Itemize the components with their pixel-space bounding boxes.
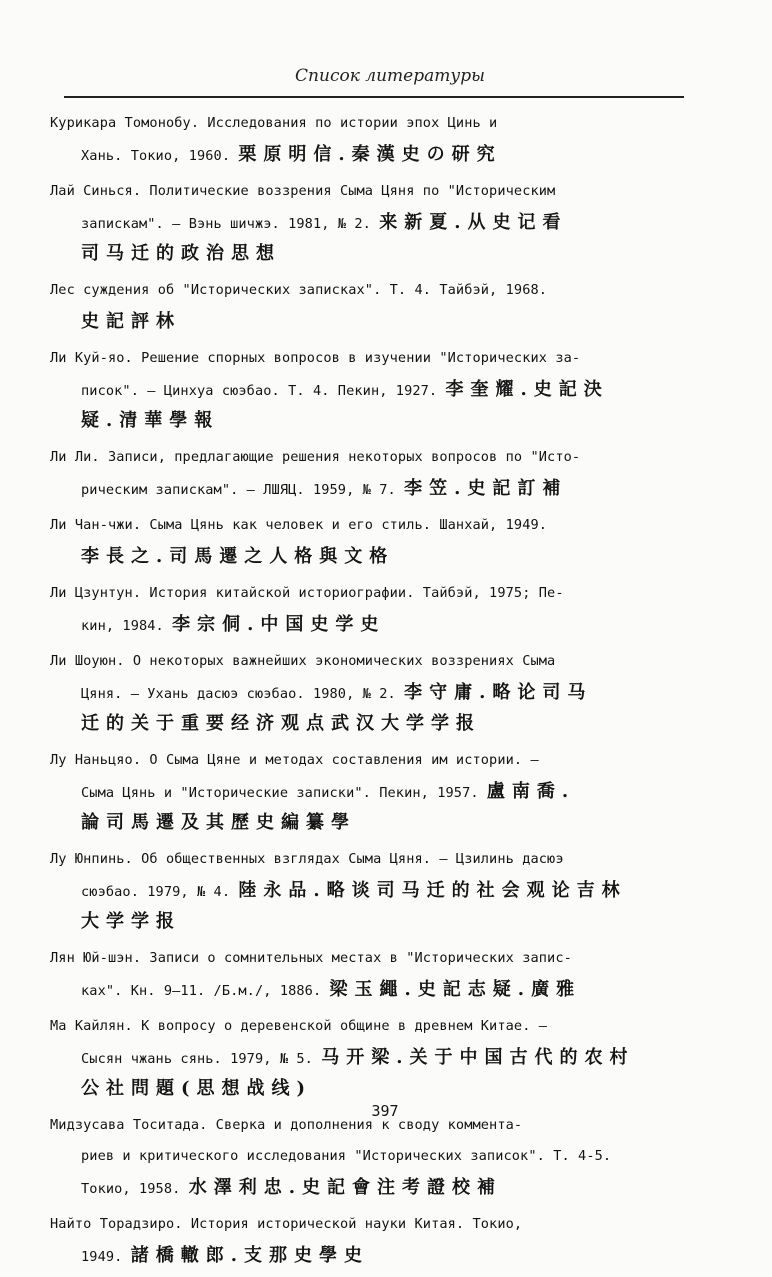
- entry-text: Сысян чжань сянь. 1979, № 5.: [81, 1051, 322, 1067]
- entry-line: [50, 1209, 690, 1240]
- entry-cjk-title: 大学学报: [81, 911, 181, 932]
- entry-cjk-title: 諸橋轍郎.支那史學史: [130, 1245, 369, 1266]
- entry-text: Ли Шоуюн. О некоторых важнейших экономических воззрениях Сыма: [50, 653, 556, 669]
- entry-line: [50, 906, 690, 937]
- bibliography-entry: [50, 176, 690, 269]
- running-head-title: Список литературы: [295, 66, 485, 86]
- entry-text: Лян Юй-шэн. Записи о сомнительных местах в "Исторических запис-: [50, 950, 572, 966]
- entry-line: [50, 974, 690, 1005]
- entry-text: запискам". — Вэнь шичжэ. 1981, № 2.: [81, 216, 380, 232]
- bibliography-entry: [50, 1011, 690, 1104]
- entry-text: Ли Чан-чжи. Сыма Цянь как человек и его стиль. Шанхай, 1949.: [50, 517, 548, 533]
- entry-text: рическим запискам". — ЛШЯЦ. 1959, № 7.: [81, 482, 405, 498]
- entry-line: [50, 578, 690, 609]
- entry-line: [50, 374, 690, 405]
- entry-cjk-title: 疑.清華學報: [81, 410, 220, 431]
- bibliography-entry: [50, 1209, 690, 1271]
- entry-line: [50, 238, 690, 269]
- entry-cjk-title: 盧南喬.: [486, 781, 576, 802]
- entry-line: [50, 745, 690, 776]
- entry-cjk-title: 马开梁.关于中国古代的农村: [321, 1047, 635, 1068]
- entry-text: Курикара Томонобу. Исследования по истории эпох Цинь и: [50, 115, 498, 131]
- entry-line: [50, 776, 690, 807]
- entry-text: Лу Юнпинь. Об общественных взглядах Сыма Цяня. — Цзилинь дасюэ: [50, 851, 564, 867]
- entry-text: Ли Цзунтун. История китайской историографии. Тайбэй, 1975; Пе-: [50, 585, 564, 601]
- bibliography-entry: [50, 646, 690, 739]
- entry-cjk-title: 史記評林: [81, 311, 181, 332]
- bibliography-entry: [50, 745, 690, 838]
- entry-text: ках". Кн. 9–11. /Б.м./, 1886.: [81, 983, 330, 999]
- bibliography-entry: [50, 442, 690, 504]
- entry-text: Лес суждения об "Исторических записках". Т. 4. Тайбэй, 1968.: [50, 282, 548, 298]
- bibliography-entry: [50, 108, 690, 170]
- entry-line: [50, 1172, 690, 1203]
- entry-cjk-title: 梁玉繩.史記志疑.廣雅: [329, 979, 582, 1000]
- entry-line: [50, 510, 690, 541]
- entry-cjk-title: 李長之.司馬遷之人格與文格: [81, 546, 395, 567]
- entry-text: Мидзусава Тоситада. Сверка и дополнения к своду коммента-: [50, 1117, 523, 1133]
- entry-cjk-title: 李守庸.略论司马: [404, 682, 593, 703]
- bibliography-entry: [50, 844, 690, 937]
- entry-line: [50, 343, 690, 374]
- entry-text: Хань. Токио, 1960.: [81, 148, 239, 164]
- bibliography-entry: [50, 578, 690, 640]
- bibliography-entry: [50, 510, 690, 572]
- entry-cjk-title: 李宗侗.中国史学史: [172, 614, 386, 635]
- entry-text: Найто Торадзиро. История исторической науки Китая. Токио,: [50, 1216, 523, 1232]
- entry-line: [50, 139, 690, 170]
- entry-line: [50, 1011, 690, 1042]
- entry-line: [50, 807, 690, 838]
- entry-line: [50, 442, 690, 473]
- entry-line: [50, 844, 690, 875]
- entry-line: [50, 646, 690, 677]
- entry-text: писок". — Цинхуа сюэбао. Т. 4. Пекин, 1927.: [81, 383, 446, 399]
- entry-line: [50, 943, 690, 974]
- entry-text: Сыма Цянь и "Исторические записки". Пекин, 1957.: [81, 785, 487, 801]
- bibliography-entry: [50, 343, 690, 436]
- entry-text: Токио, 1958.: [81, 1181, 189, 1197]
- entry-line: [50, 207, 690, 238]
- entry-text: Лу Наньцяо. О Сыма Цяне и методах составления им истории. —: [50, 752, 539, 768]
- entry-cjk-title: 論司馬遷及其歷史編纂學: [81, 812, 356, 833]
- entry-line: [50, 1141, 690, 1172]
- entry-line: [50, 875, 690, 906]
- entry-line: [50, 306, 690, 337]
- entry-text: сюэбао. 1979, № 4.: [81, 884, 239, 900]
- entry-line: [50, 708, 690, 739]
- entry-cjk-title: 司马迁的政治思想: [81, 243, 281, 264]
- entry-text: кин, 1984.: [81, 618, 173, 634]
- entry-line: [50, 541, 690, 572]
- entry-cjk-title: 李笠.史記訂補: [404, 478, 568, 499]
- bibliography-entry: [50, 943, 690, 1005]
- entry-cjk-title: 栗原明信.秦漢史の研究: [238, 144, 502, 165]
- entry-line: [50, 473, 690, 504]
- entry-text: Ли Ли. Записи, предлагающие решения некоторых вопросов по "Исто-: [50, 449, 581, 465]
- entry-cjk-title: 来新夏.从史记看: [379, 212, 568, 233]
- entry-cjk-title: 迁的关于重要经济观点武汉大学学报: [81, 713, 481, 734]
- entry-text: Лай Синься. Политические воззрения Сыма Цяня по "Историческим: [50, 183, 556, 199]
- bibliography-entry: [50, 1110, 690, 1203]
- entry-cjk-title: 陸永品.略谈司马迁的社会观论吉林: [238, 880, 627, 901]
- entry-line: [50, 176, 690, 207]
- entry-cjk-title: 水澤利忠.史記會注考證校補: [188, 1177, 502, 1198]
- entry-text: Ли Куй-яо. Решение спорных вопросов в изучении "Исторических за-: [50, 350, 581, 366]
- entry-line: [50, 1073, 690, 1104]
- entry-cjk-title: 李奎耀.史記決: [445, 379, 609, 400]
- entry-text: 1949.: [81, 1249, 131, 1265]
- entry-text: Цяня. — Ухань дасюэ сюэбао. 1980, № 2.: [81, 686, 405, 702]
- header-rule: [64, 96, 684, 98]
- entry-line: [50, 609, 690, 640]
- entry-line: [50, 1240, 690, 1271]
- entry-line: [50, 405, 690, 436]
- entry-line: [50, 1042, 690, 1073]
- entry-line: [50, 677, 690, 708]
- bibliography-entry: [50, 275, 690, 337]
- entry-line: [50, 108, 690, 139]
- entry-text: риев и критического исследования "Исторических записок". Т. 4-5.: [81, 1148, 612, 1164]
- page-number: 397: [371, 1102, 399, 1120]
- entry-text: Ма Кайлян. К вопросу о деревенской общине в древнем Китае. —: [50, 1018, 548, 1034]
- entry-line: [50, 275, 690, 306]
- entry-cjk-title: 公社問題(思想战线): [81, 1078, 313, 1099]
